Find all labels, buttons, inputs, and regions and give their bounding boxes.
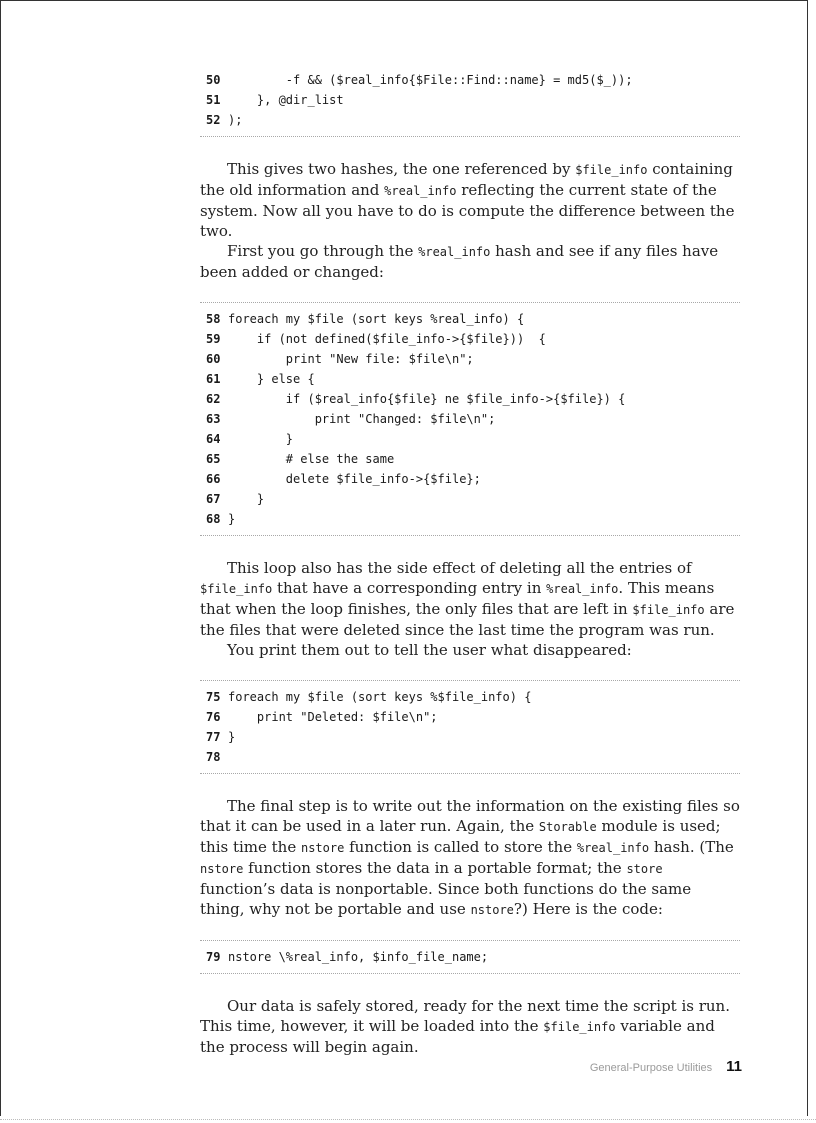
- line-number: 51: [206, 93, 221, 107]
- line-number: 61: [206, 372, 221, 386]
- text-run: This loop also has the side effect of deleting all the entries of: [227, 559, 692, 577]
- code-text: # else the same: [228, 452, 395, 466]
- text-run: hash and see if any files have been added or changed:: [200, 242, 719, 281]
- inline-code: %real_info: [576, 841, 650, 855]
- code-line: [206, 429, 734, 449]
- paragraph: [200, 996, 740, 1057]
- code-line: [206, 489, 734, 509]
- code-line: [206, 369, 734, 389]
- inline-code: nstore: [470, 903, 514, 917]
- text-run: Our data is safely stored, ready for the next time the script is run. This time, however, it will be loaded into the: [200, 997, 730, 1035]
- line-number: 58: [206, 312, 221, 326]
- text-run: hash. (The: [649, 838, 734, 856]
- inline-code: nstore: [200, 862, 244, 876]
- code-line: [206, 469, 734, 489]
- code-line: [206, 70, 734, 90]
- inline-code: $file_info: [575, 163, 648, 177]
- text-run: function is called to store the: [344, 838, 577, 856]
- paragraph: [200, 159, 740, 241]
- text-run: . This means that when the loop finishes, the only files that are left in: [200, 579, 715, 618]
- inline-code: %real_info: [418, 245, 491, 259]
- line-number: 63: [206, 412, 221, 426]
- text-run: module is used; this time the: [200, 817, 721, 856]
- inline-code: Storable: [538, 820, 597, 834]
- code-line: [206, 947, 734, 967]
- paragraph: [200, 796, 740, 920]
- page-footer: [590, 1058, 742, 1075]
- text-run: reflecting the current state of the system. Now all you have to do is compute the difference between the two.: [200, 181, 735, 240]
- running-footer-title: General-Purpose Utilities: [589, 1062, 713, 1074]
- inline-code: $file_info: [632, 603, 705, 617]
- line-number: 78: [206, 750, 221, 764]
- code-line: [206, 747, 734, 767]
- prose-section-1: [200, 159, 740, 282]
- code-block-2: [200, 302, 740, 536]
- code-text: print "New file: $file\n";: [228, 352, 474, 366]
- code-line: [206, 509, 734, 529]
- line-number: 50: [206, 73, 221, 87]
- code-line: [206, 349, 734, 369]
- page-bottom-divider: [0, 1119, 816, 1120]
- paragraph: You print them out to tell the user what disappeared:: [227, 641, 632, 659]
- code-text: print "Deleted: $file\n";: [228, 710, 438, 724]
- inline-code: $file_info: [543, 1020, 616, 1034]
- text-run: containing the old information and: [200, 160, 733, 199]
- line-number: 77: [206, 730, 221, 744]
- code-text: );: [228, 113, 243, 127]
- text-run: This gives two hashes, the one referenced by: [227, 160, 576, 178]
- code-block-1: [200, 60, 740, 137]
- code-text: } else {: [228, 372, 315, 386]
- line-number: 64: [206, 432, 221, 446]
- code-line: [206, 449, 734, 469]
- code-line: [206, 389, 734, 409]
- code-text: }: [228, 432, 294, 446]
- inline-code: $file_info: [200, 582, 273, 596]
- inline-code: %real_info: [546, 582, 619, 596]
- code-line: [206, 90, 734, 110]
- page-content: [200, 60, 740, 1077]
- code-text: print "Changed: $file\n";: [228, 412, 496, 426]
- code-text: delete $file_info->{$file};: [228, 472, 481, 486]
- text-run: function’s data is nonportable. Since both functions do the same thing, why not be portable and use: [200, 880, 692, 918]
- code-text: if ($real_info{$file} ne $file_info->{$file}) {: [228, 392, 626, 406]
- text-run: ?) Here is the code:: [513, 900, 663, 918]
- code-text: }: [228, 512, 236, 526]
- prose-section-3: [200, 796, 740, 920]
- text-run: are the files that were deleted since the last time the program was run.: [200, 600, 735, 639]
- code-line: [206, 727, 734, 747]
- code-line: [206, 409, 734, 429]
- line-number: 59: [206, 332, 221, 346]
- paragraph: [200, 241, 740, 282]
- code-text: }: [228, 492, 265, 506]
- text-run: The final step is to write out the information on the existing files so that it can be used in a later run. Again, the: [200, 797, 740, 835]
- code-line: [206, 687, 734, 707]
- line-number: 66: [206, 472, 221, 486]
- prose-section-4: [200, 996, 740, 1057]
- code-text: if (not defined($file_info->{$file})) {: [228, 332, 546, 346]
- line-number: 79: [206, 950, 221, 964]
- code-text: foreach my $file (sort keys %real_info) {: [228, 312, 525, 326]
- inline-code: store: [626, 862, 663, 876]
- code-text: nstore \%real_info, $info_file_name;: [228, 950, 489, 964]
- code-text: }, @dir_list: [228, 93, 344, 107]
- line-number: 75: [206, 690, 221, 704]
- line-number: 67: [206, 492, 221, 506]
- code-block-3: [200, 680, 740, 774]
- code-line: [206, 707, 734, 727]
- page-number: 11: [726, 1058, 742, 1075]
- paragraph: [200, 558, 740, 640]
- line-number: 68: [206, 512, 221, 526]
- code-line: [206, 110, 734, 130]
- code-line: [206, 329, 734, 349]
- text-run: First you go through the: [227, 242, 419, 260]
- code-block-4: [200, 940, 740, 974]
- line-number: 65: [206, 452, 221, 466]
- code-text: }: [228, 730, 236, 744]
- code-text: foreach my $file (sort keys %$file_info) {: [228, 690, 532, 704]
- code-text: -f && ($real_info{$File::Find::name} = md5($_));: [228, 73, 633, 87]
- prose-section-2: [200, 558, 740, 660]
- text-run: function stores the data in a portable format; the: [243, 859, 627, 877]
- inline-code: %real_info: [384, 184, 457, 198]
- text-run: that have a corresponding entry in: [272, 579, 547, 597]
- code-line: [206, 309, 734, 329]
- inline-code: nstore: [300, 841, 345, 855]
- line-number: 62: [206, 392, 221, 406]
- line-number: 52: [206, 113, 221, 127]
- text-run: variable and the process will begin again.: [200, 1017, 715, 1056]
- line-number: 76: [206, 710, 221, 724]
- line-number: 60: [206, 352, 221, 366]
